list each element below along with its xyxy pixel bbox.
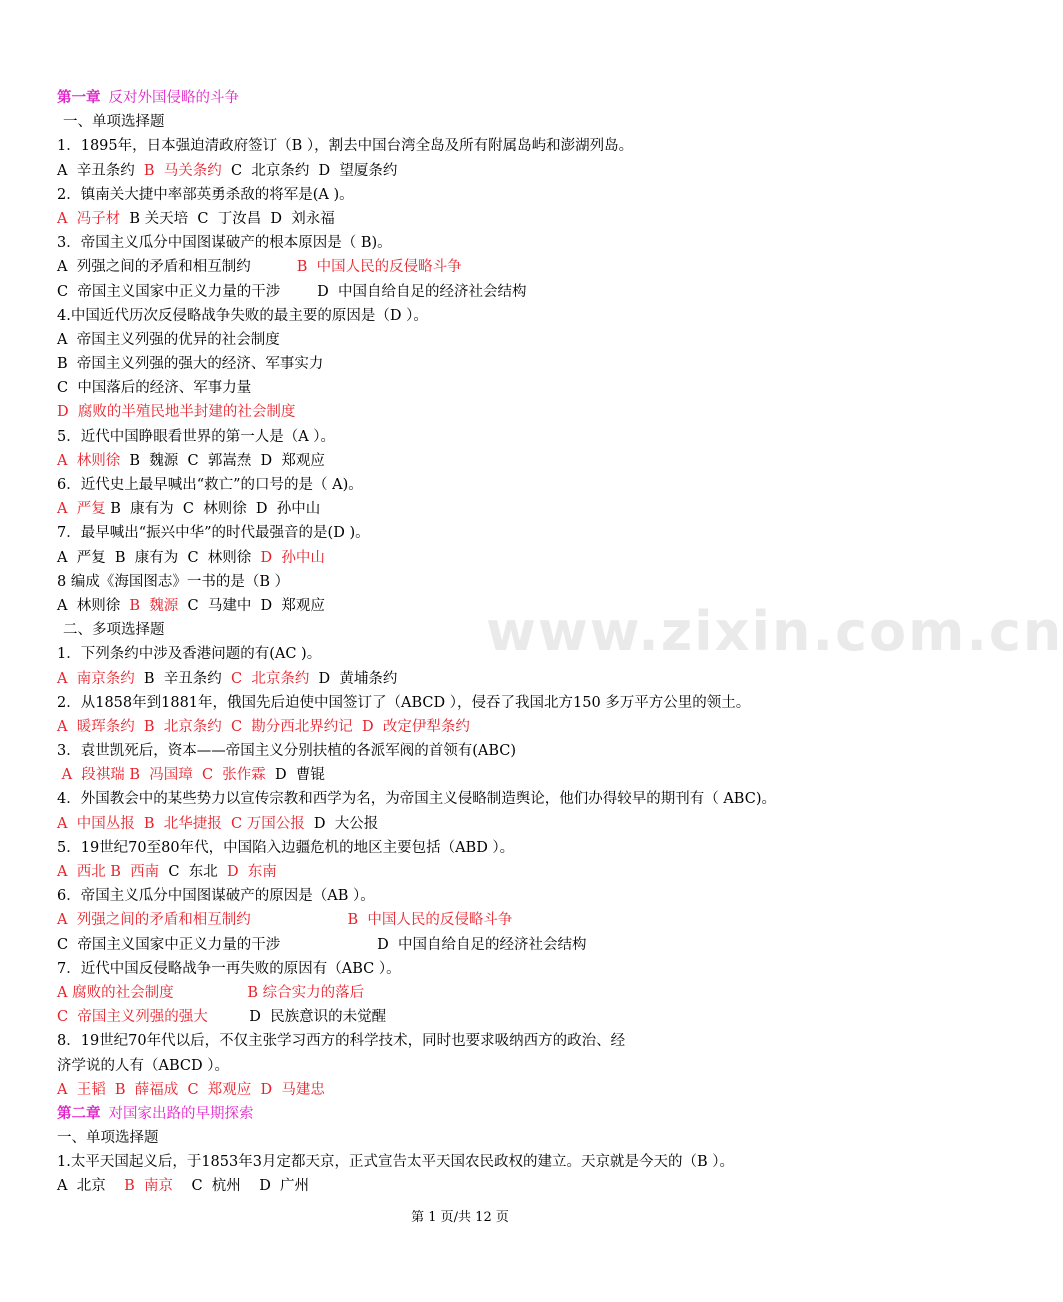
option-text: C 杭州 D 广州 — [173, 1178, 310, 1195]
answer-options — [57, 280, 897, 304]
option-text: D 曹锟 — [265, 767, 325, 784]
answer-options — [57, 860, 897, 884]
chapter-title: 反对外国侵略的斗争 — [108, 90, 239, 106]
correct-answer: C 北京条约 — [231, 670, 310, 687]
answer-options — [57, 908, 897, 932]
correct-answer: B 马关条约 — [143, 162, 222, 179]
option-text: A 辛丑条约 — [57, 162, 144, 179]
option-text: C 帝国主义国家中正义力量的干涉 D 中国自给自足的经济社会结构 — [57, 283, 527, 300]
answer-options — [57, 763, 897, 787]
correct-answer: A 西北 B 西南 — [57, 864, 160, 880]
answer-options — [57, 328, 897, 352]
question-text: 4．外国教会中的某些势力以宣传宗教和西学为名，为帝国主义侵略制造舆论，他们办得较早的期刊有（ ABC)。 — [57, 791, 776, 808]
correct-answer: A 王韬 B 薛福成 C 郑观应 D 马建忠 — [57, 1081, 325, 1098]
option-text: A 严复 B 康有为 C 林则徐 — [57, 549, 261, 566]
question-text: 6．帝国主义瓜分中国图谋破产的原因是（AB ）。 — [57, 888, 375, 905]
answer-options — [57, 207, 897, 231]
section-heading: 一、单项选择题 — [63, 114, 165, 131]
answer-options — [57, 546, 897, 570]
option-text: C 东北 — [159, 864, 227, 880]
answer-options — [57, 1174, 897, 1198]
option-text: B 魏源 C 郭嵩焘 D 郑观应 — [120, 452, 325, 469]
correct-answer: A 列强之间的矛盾和相互制约 B 中国人民的反侵略斗争 — [57, 912, 513, 929]
option-text: C 北京条约 D 望厦条约 — [221, 162, 398, 179]
correct-answer: D 腐败的半殖民地半封建的社会制度 — [57, 404, 296, 421]
question-text: 5．19世纪70至80年代，中国陷入边疆危机的地区主要包括（ABD ）。 — [57, 839, 515, 856]
question-text: 7．最早喊出“振兴中华”的时代最强音的是(D )。 — [57, 525, 370, 542]
question-text: 6．近代史上最早喊出“救亡”的口号的是（ A)。 — [57, 477, 363, 493]
answer-options — [57, 497, 897, 521]
page-footer: 第 1 页/共 12 页 — [411, 1210, 509, 1225]
answer-options — [57, 667, 897, 691]
correct-answer: A 暖珲条约 B 北京条约 C 勘分西北界约记 D 改定伊犁条约 — [57, 718, 470, 735]
question-text: 7．近代中国反侵略战争一再失败的原因有（ABC ）。 — [57, 960, 401, 977]
option-text: C 帝国主义国家中正义力量的干涉 D 中国自给自足的经济社会结构 — [57, 936, 587, 953]
correct-answer: A 严复 — [57, 501, 106, 518]
question-text: 4.中国近代历次反侵略战争失败的最主要的原因是（D ）。 — [57, 307, 428, 324]
correct-answer: A 腐败的社会制度 B 综合实力的落后 — [57, 984, 365, 1001]
question-text: 2．从1858年到1881年，俄国先后迫使中国签订了（ABCD ），侵吞了我国北方150 多万平方公里的领土。 — [57, 694, 751, 711]
correct-answer: A 林则徐 — [57, 452, 121, 469]
option-text: D 黄埔条约 — [309, 670, 398, 687]
correct-answer: A 中国丛报 B 北华捷报 C 万国公报 — [57, 815, 305, 832]
question-text: 3．袁世凯死后，资本——帝国主义分别扶植的各派军阀的首领有(ABC) — [57, 743, 517, 760]
correct-answer: B 南京 — [124, 1178, 174, 1195]
correct-answer: D 孙中山 — [260, 549, 325, 566]
answer-options — [57, 376, 897, 400]
option-text: B 辛丑条约 — [134, 670, 232, 687]
chapter-number: 第二章 — [57, 1104, 101, 1122]
question-text: 1．下列条约中涉及香港问题的有(AC )。 — [57, 646, 322, 663]
correct-answer: B 中国人民的反侵略斗争 — [296, 259, 462, 276]
correct-answer: C 帝国主义列强的强大 — [57, 1009, 208, 1026]
question-text: 1.太平天国起义后，于1853年3月定都天京，正式宣告太平天国农民政权的建立。天京就是今天的（B ）。 — [57, 1154, 734, 1171]
chapter-number: 第一章 — [57, 89, 101, 106]
question-text: 一、单项选择题 — [57, 1130, 159, 1147]
chapter-heading — [57, 1102, 897, 1126]
correct-answer: A 冯子材 — [57, 210, 121, 227]
answer-options — [57, 255, 897, 279]
chapter-title: 对国家出路的早期探索 — [108, 1105, 254, 1122]
chapter-heading — [57, 86, 897, 110]
option-text: C 马建中 D 郑观应 — [178, 597, 325, 614]
option-text: D 民族意识的未觉醒 — [207, 1009, 387, 1026]
option-text: C 中国落后的经济、军事力量 — [57, 380, 252, 397]
answer-options — [57, 1078, 897, 1102]
section-heading: 二、多项选择题 — [63, 622, 165, 639]
answer-options — [57, 981, 897, 1005]
option-text: B 关天培 C 丁汝昌 D 刘永福 — [120, 210, 335, 227]
option-text: A 林则徐 — [57, 597, 130, 614]
question-text: 8．19世纪70年代以后，不仅主张学习西方的科学技术，同时也要求吸纳西方的政治、经 — [57, 1033, 626, 1050]
option-text: A 北京 — [57, 1178, 125, 1195]
correct-answer: D 东南 — [226, 864, 277, 880]
question-text: 3．帝国主义瓜分中国图谋破产的根本原因是（ B)。 — [57, 235, 392, 252]
answer-options — [57, 715, 897, 739]
answer-options — [57, 400, 897, 424]
answer-options — [57, 1005, 897, 1029]
option-text: A 列强之间的矛盾和相互制约 — [57, 259, 297, 276]
option-text: B 康有为 C 林则徐 D 孙中山 — [105, 501, 321, 518]
answer-options — [57, 159, 897, 183]
answer-options — [57, 449, 897, 473]
watermark: www.zixin.com.cn — [486, 600, 1063, 663]
option-text: D 大公报 — [304, 815, 379, 832]
correct-answer: A 段祺瑞 B 冯国璋 C 张作霖 — [57, 767, 266, 784]
correct-answer: A 南京条约 — [57, 670, 135, 687]
question-text: 5．近代中国睁眼看世界的第一人是（A ）。 — [57, 428, 336, 445]
question-text: 2．镇南关大捷中率部英勇杀敌的将军是(A )。 — [57, 186, 354, 203]
option-text: A 帝国主义列强的优异的社会制度 — [57, 331, 280, 348]
answer-options — [57, 933, 897, 957]
question-text: 8 编成《海国图志》一书的是（B ） — [57, 573, 290, 590]
option-text: B 帝国主义列强的强大的经济、军事实力 — [57, 356, 324, 373]
answer-options — [57, 812, 897, 836]
question-text: 1．1895年，日本强迫清政府签订（B ），割去中国台湾全岛及所有附属岛屿和澎湖列岛。 — [57, 138, 634, 155]
correct-answer: B 魏源 — [129, 597, 179, 614]
answer-options — [57, 352, 897, 376]
question-text: 济学说的人有（ABCD ）。 — [57, 1057, 229, 1074]
